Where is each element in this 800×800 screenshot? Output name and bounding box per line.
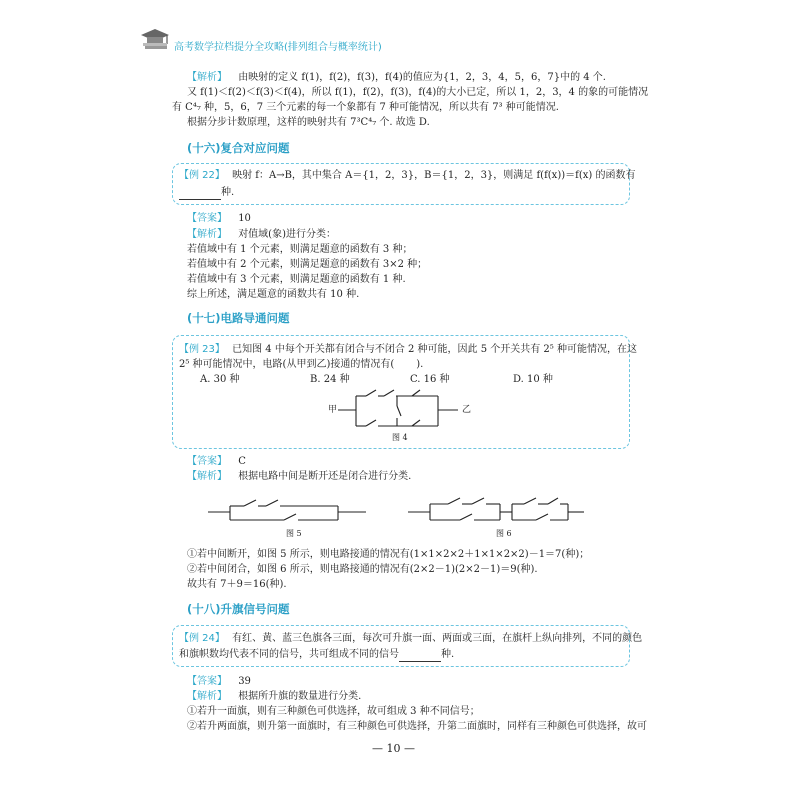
intro-line-4: 根据分步计数原理，这样的映射共有 7³C⁴₇ 个. 故选 D.	[187, 117, 430, 128]
figure-4-caption: 图 4	[392, 433, 408, 442]
intro-line-3: 有 C⁴₇ 种，5，6，7 三个元素的每一个象都有 7 种可能情况，所以共有 7³ 种可能情况.	[172, 102, 559, 113]
example-23-line-1	[179, 343, 637, 357]
circuit-figure-6	[408, 492, 584, 528]
section-title-17: (十七)电路导通问题	[187, 311, 290, 325]
analysis-line: 对值域(象)进行分类：	[238, 229, 336, 240]
analysis-tag: 【解析】	[187, 691, 227, 702]
analysis-22-line-2: 若值域中有 1 个元素，则满足题意的函数有 3 种；	[187, 244, 413, 255]
analysis-23	[187, 470, 411, 484]
answer-blank	[179, 189, 221, 200]
example-23-text-2: 2⁵ 种可能情况中，电路(从甲到乙)接通的情况有(	[179, 359, 395, 370]
analysis-22-line-4: 若值域中有 3 个元素，则满足题意的函数有 1 种.	[187, 274, 406, 285]
answer-blank	[399, 651, 441, 662]
option-d: D. 10 种	[513, 374, 553, 385]
analysis-22-line-3: 若值域中有 2 个元素，则满足题意的函数有 3×2 种；	[187, 259, 428, 270]
example-tag: 【例 23】	[179, 344, 225, 355]
example-22-text: 映射 f：A→B，其中集合 A＝{1，2，3}，B＝{1，2，3}，则满足 f(f(x))＝f(x) 的函数有	[232, 170, 636, 181]
example-tag: 【例 22】	[179, 170, 225, 181]
analysis-23-line-c: 故共有 7＋9＝16(种).	[187, 579, 287, 590]
example-22-line-2	[179, 186, 234, 200]
analysis-23-line-b: ②若中间闭合，如图 6 所示，则电路接通的情况有(2×2－1)(2×2－1)＝9(种).	[187, 564, 538, 575]
analysis-22-line-5: 综上所述，满足题意的函数共有 10 种.	[187, 289, 360, 300]
figure-4-start-label: 甲	[328, 405, 338, 415]
section-title-18: (十八)升旗信号问题	[187, 602, 290, 616]
analysis-23-line-a: ①若中间断开，如图 5 所示，则电路接通的情况有(1×1×2×2＋1×1×2×2)－1＝7(种)；	[187, 549, 590, 560]
example-24-line-2	[179, 648, 454, 662]
example-24-line-1	[179, 632, 642, 646]
example-24-text-2: 和旗帜数均代表不同的信号，共可组成不同的信号	[179, 649, 399, 660]
option-a: A. 30 种	[200, 374, 240, 385]
figure-6-caption: 图 6	[496, 529, 512, 538]
circuit-figure-5	[208, 494, 368, 528]
header-logo	[137, 26, 173, 52]
analysis-line: 根据所升旗的数量进行分类.	[238, 691, 362, 702]
intro-line-2: 又 f(1)＜f(2)＜f(3)＜f(4)，所以 f(1)，f(2)，f(3)，f(4)的大小已定，所以 1，2，3，4 的象的可能情况	[187, 87, 649, 98]
analysis-tag: 【解析】	[187, 72, 227, 83]
figure-4-end-label: 乙	[462, 405, 472, 415]
analysis-22	[187, 228, 336, 242]
analysis-line: 根据电路中间是断开还是闭合进行分类.	[238, 471, 412, 482]
example-22-suffix: 种.	[221, 187, 235, 198]
answer-value: 10	[238, 213, 251, 224]
intro-line-1: 由映射的定义 f(1)，f(2)，f(3)，f(4)的值应为{1，2，3，4，5，6，7}中的 4 个.	[238, 72, 606, 83]
example-22-line-1	[179, 169, 635, 183]
answer-value: C	[238, 456, 246, 467]
option-b: B. 24 种	[310, 374, 350, 385]
analysis-tag: 【解析】	[187, 471, 227, 482]
example-23-line-2	[179, 358, 423, 372]
answer-value: 39	[238, 676, 251, 687]
answer-tag: 【答案】	[187, 456, 227, 467]
page-number: — 10 —	[372, 742, 415, 755]
answer-tag: 【答案】	[187, 213, 227, 224]
answer-24	[187, 675, 251, 689]
answer-tag: 【答案】	[187, 676, 227, 687]
option-c: C. 16 种	[410, 374, 450, 385]
analysis-24-line-2: ①若升一面旗，则有三种颜色可供选择，故可组成 3 种不同信号；	[187, 706, 480, 717]
answer-22	[187, 212, 251, 226]
example-24-text: 有红、黄、蓝三色旗各三面，每次可升旗一面、两面或三面，在旗杆上纵向排列，不同的颜色	[232, 633, 643, 644]
header-title: 高考数学拉档提分全攻略(排列组合与概率统计)	[174, 42, 382, 53]
analysis-24-line-3: ②若升两面旗，则升第一面旗时，有三种颜色可供选择，升第二面旗时，同样有三种颜色可供选择，故可	[187, 721, 647, 732]
intro-analysis	[187, 71, 606, 85]
example-tag: 【例 24】	[179, 633, 225, 644]
analysis-tag: 【解析】	[187, 229, 227, 240]
example-23-paren-close: ).	[416, 359, 424, 370]
analysis-24	[187, 690, 361, 704]
section-title-16: (十六)复合对应问题	[187, 141, 290, 155]
example-23-text: 已知图 4 中每个开关都有闭合与不闭合 2 种可能，因此 5 个开关共有 2⁵ 种可能情况，在这	[232, 344, 637, 355]
answer-23	[187, 455, 246, 469]
example-24-suffix: 种.	[441, 649, 455, 660]
figure-5-caption: 图 5	[286, 529, 302, 538]
circuit-figure-4	[320, 388, 480, 436]
